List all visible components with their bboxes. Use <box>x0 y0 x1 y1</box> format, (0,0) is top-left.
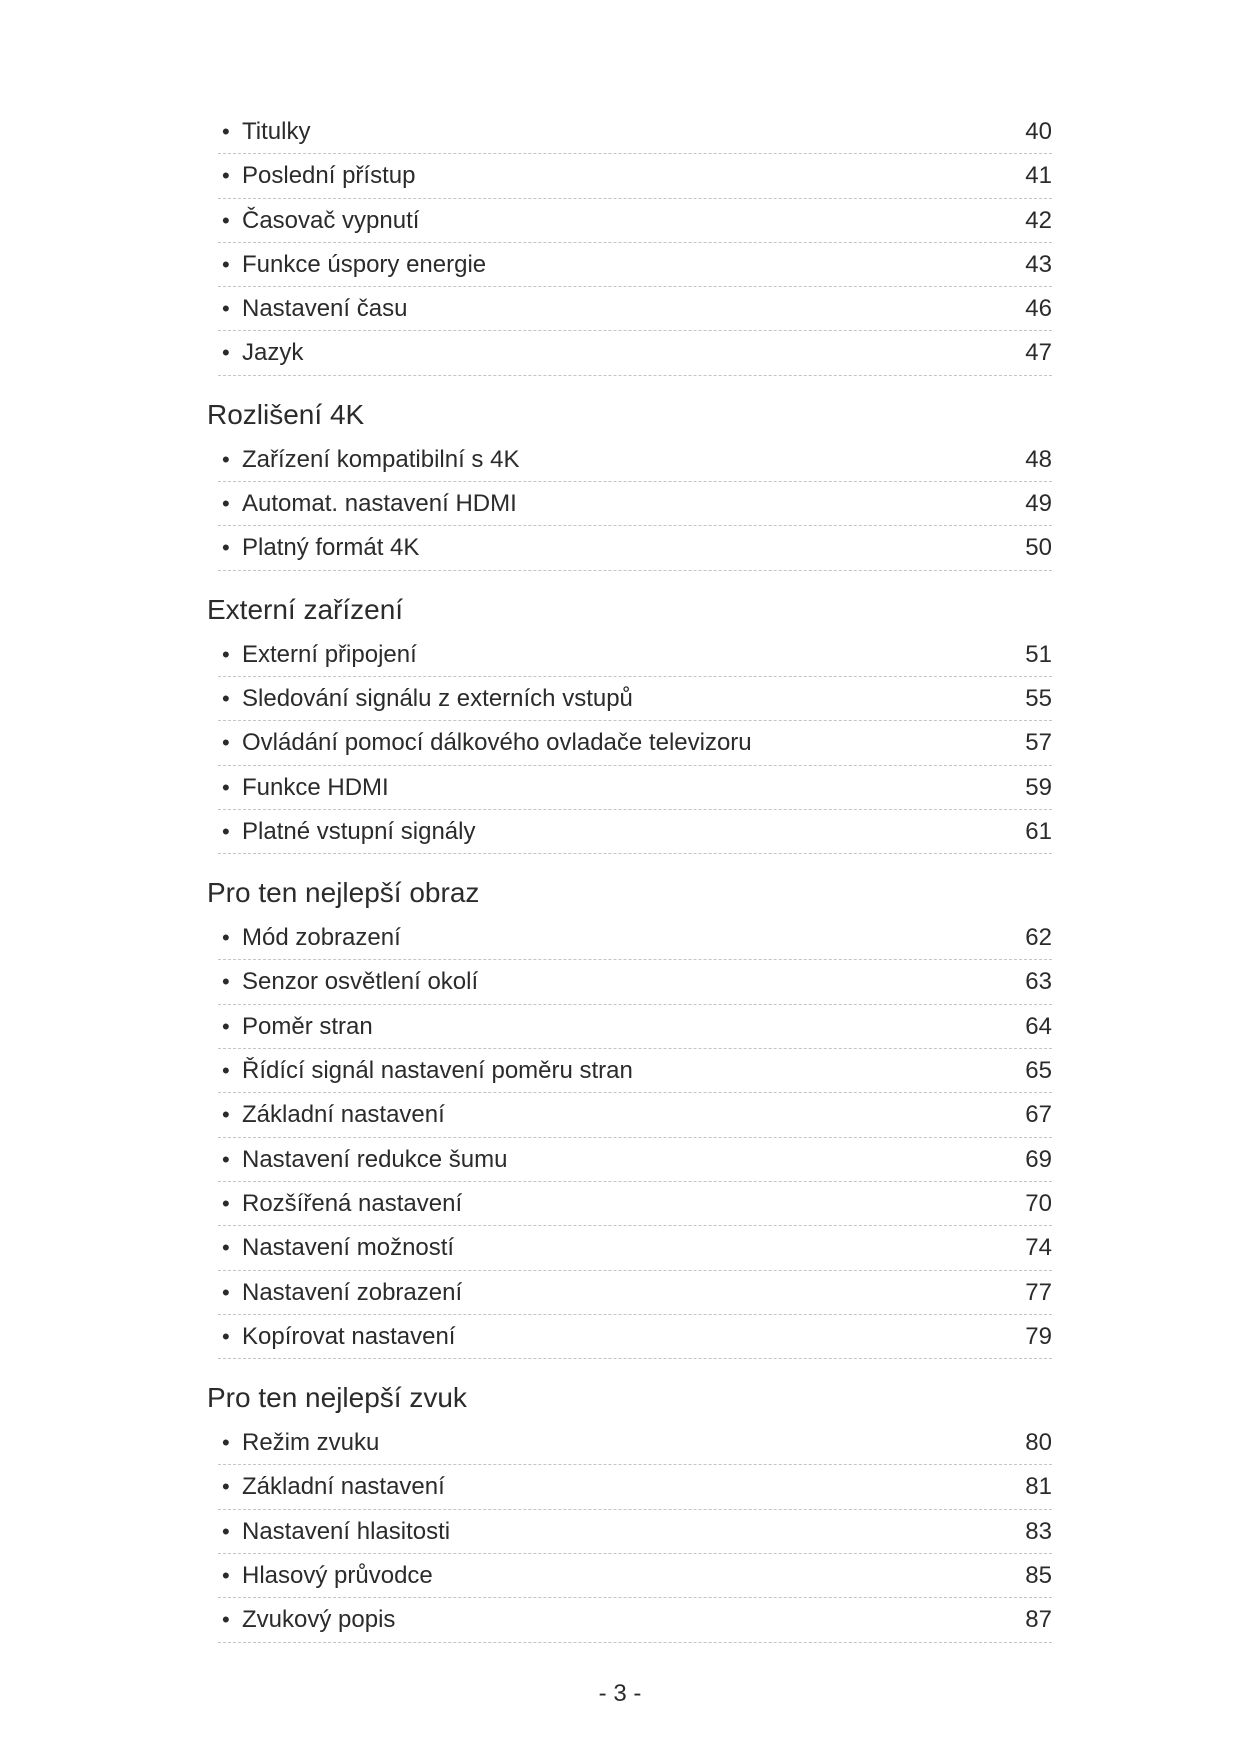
bullet-icon: • <box>222 730 230 756</box>
toc-entry-page: 69 <box>1025 1145 1052 1173</box>
toc-entry-label: Základní nastavení <box>242 1473 445 1501</box>
toc-entry[interactable] <box>218 331 1052 375</box>
bullet-icon: • <box>222 446 230 472</box>
toc-entry-label: Zvukový popis <box>242 1606 396 1634</box>
bullet-icon: • <box>222 1058 230 1084</box>
bullet-icon: • <box>222 491 230 517</box>
table-of-contents <box>0 110 1240 1643</box>
toc-entry-page: 61 <box>1025 817 1052 845</box>
toc-entry-label: Nastavení času <box>242 295 408 323</box>
page-number: - 3 - <box>598 1680 642 1707</box>
toc-entry[interactable] <box>218 1093 1052 1137</box>
toc-entry[interactable] <box>218 633 1052 677</box>
section-heading[interactable]: Externí zařízení <box>207 593 404 625</box>
toc-entry-label: Platný formát 4K <box>242 534 420 562</box>
toc-entry[interactable] <box>218 810 1052 854</box>
toc-entry-page: 43 <box>1025 250 1052 278</box>
bullet-icon: • <box>222 251 230 277</box>
toc-entry-label: Funkce HDMI <box>242 773 389 801</box>
toc-entry[interactable] <box>218 1554 1052 1598</box>
bullet-icon: • <box>222 641 230 667</box>
section-heading[interactable]: Pro ten nejlepší obraz <box>207 877 480 909</box>
toc-entry-label: Nastavení hlasitosti <box>242 1517 451 1545</box>
toc-entry[interactable] <box>218 1421 1052 1465</box>
toc-entry-page: 64 <box>1025 1012 1052 1040</box>
bullet-icon: • <box>222 1235 230 1261</box>
toc-entry-label: Řídící signál nastavení poměru stran <box>242 1057 633 1085</box>
toc-entry-label: Časovač vypnutí <box>242 206 420 234</box>
bullet-icon: • <box>222 1102 230 1128</box>
toc-entry-page: 50 <box>1025 534 1052 562</box>
toc-entry-page: 41 <box>1025 162 1052 190</box>
toc-entry-label: Rozšířená nastavení <box>242 1189 463 1217</box>
toc-entry[interactable] <box>218 1226 1052 1270</box>
toc-entry-page: 65 <box>1025 1057 1052 1085</box>
bullet-icon: • <box>222 1607 230 1633</box>
toc-entry-page: 40 <box>1025 118 1052 145</box>
toc-entry[interactable] <box>218 526 1052 570</box>
section-heading[interactable]: Rozlišení 4K <box>207 398 365 430</box>
bullet-icon: • <box>222 685 230 711</box>
toc-entry-page: 62 <box>1025 924 1052 952</box>
toc-entry-label: Poslední přístup <box>242 162 416 190</box>
bullet-icon: • <box>222 1323 230 1349</box>
toc-entry-page: 79 <box>1025 1322 1052 1350</box>
toc-entry[interactable] <box>218 677 1052 721</box>
toc-section <box>0 386 1240 571</box>
toc-entry[interactable] <box>218 1510 1052 1554</box>
toc-entry-page: 80 <box>1025 1429 1052 1457</box>
bullet-icon: • <box>222 207 230 233</box>
toc-entry-label: Sledování signálu z externích vstupů <box>242 684 633 712</box>
toc-entry-label: Senzor osvětlení okolí <box>242 968 479 996</box>
toc-entry-page: 46 <box>1025 295 1052 323</box>
toc-entry-page: 42 <box>1025 206 1052 234</box>
toc-entry-page: 63 <box>1025 968 1052 996</box>
toc-entry[interactable] <box>218 154 1052 198</box>
bullet-icon: • <box>222 1013 230 1039</box>
toc-entry-label: Nastavení redukce šumu <box>242 1145 508 1173</box>
toc-entry[interactable] <box>218 1005 1052 1049</box>
toc-entry-page: 59 <box>1025 773 1052 801</box>
toc-entry[interactable] <box>218 1271 1052 1315</box>
bullet-icon: • <box>222 1190 230 1216</box>
toc-entry[interactable] <box>218 199 1052 243</box>
bullet-icon: • <box>222 1474 230 1500</box>
bullet-icon: • <box>222 969 230 995</box>
toc-entry-page: 57 <box>1025 729 1052 757</box>
toc-entry-page: 81 <box>1025 1473 1052 1501</box>
bullet-icon: • <box>222 925 230 951</box>
toc-entry-label: Ovládání pomocí dálkového ovladače televizoru <box>242 729 752 757</box>
toc-entry-page: 70 <box>1025 1189 1052 1217</box>
toc-entry[interactable] <box>218 243 1052 287</box>
toc-entry-page: 85 <box>1025 1562 1052 1590</box>
toc-entry-label: Jazyk <box>242 339 304 367</box>
toc-entry[interactable] <box>218 1598 1052 1642</box>
toc-entry-label: Titulky <box>242 118 311 145</box>
bullet-icon: • <box>222 1279 230 1305</box>
toc-entry-page: 51 <box>1025 640 1052 668</box>
bullet-icon: • <box>222 296 230 322</box>
toc-entry[interactable] <box>218 1049 1052 1093</box>
toc-entry-label: Kopírovat nastavení <box>242 1322 456 1350</box>
toc-section <box>0 581 1240 854</box>
toc-entry[interactable] <box>218 916 1052 960</box>
toc-section <box>0 864 1240 1359</box>
bullet-icon: • <box>222 1146 230 1172</box>
toc-entry-page: 87 <box>1025 1606 1052 1634</box>
toc-entry-label: Nastavení možností <box>242 1234 455 1262</box>
toc-entry[interactable] <box>218 438 1052 482</box>
toc-entry-label: Hlasový průvodce <box>242 1562 433 1590</box>
bullet-icon: • <box>222 1518 230 1544</box>
toc-section <box>0 1369 1240 1642</box>
toc-entry-label: Zařízení kompatibilní s 4K <box>242 445 520 473</box>
toc-entry[interactable] <box>218 1315 1052 1359</box>
toc-entry-label: Externí připojení <box>242 640 417 668</box>
bullet-icon: • <box>222 119 230 144</box>
toc-entry[interactable] <box>218 287 1052 331</box>
toc-entry-label: Automat. nastavení HDMI <box>242 490 517 518</box>
toc-entry[interactable] <box>218 1182 1052 1226</box>
section-heading[interactable]: Pro ten nejlepší zvuk <box>207 1382 467 1414</box>
bullet-icon: • <box>222 340 230 366</box>
toc-entry-page: 48 <box>1025 445 1052 473</box>
toc-entry[interactable] <box>218 766 1052 810</box>
bullet-icon: • <box>222 163 230 189</box>
bullet-icon: • <box>222 1563 230 1589</box>
toc-entry[interactable] <box>218 1465 1052 1509</box>
bullet-icon: • <box>222 774 230 800</box>
toc-entry-label: Režim zvuku <box>242 1429 380 1457</box>
bullet-icon: • <box>222 535 230 561</box>
bullet-icon: • <box>222 818 230 844</box>
bullet-icon: • <box>222 1430 230 1456</box>
toc-entry-label: Mód zobrazení <box>242 924 401 952</box>
toc-entry-page: 55 <box>1025 684 1052 712</box>
toc-entry-label: Nastavení zobrazení <box>242 1278 463 1306</box>
toc-entry-label: Poměr stran <box>242 1012 373 1040</box>
toc-entry[interactable] <box>218 110 1052 154</box>
toc-entry-page: 83 <box>1025 1517 1052 1545</box>
toc-entry[interactable] <box>218 1138 1052 1182</box>
toc-entry[interactable] <box>218 721 1052 765</box>
toc-entry-label: Platné vstupní signály <box>242 817 476 845</box>
toc-section <box>0 110 1240 376</box>
toc-entry[interactable] <box>218 960 1052 1004</box>
toc-entry-page: 67 <box>1025 1101 1052 1129</box>
toc-entry-page: 74 <box>1025 1234 1052 1262</box>
toc-entry-label: Základní nastavení <box>242 1101 445 1129</box>
toc-entry-page: 49 <box>1025 490 1052 518</box>
toc-entry-label: Funkce úspory energie <box>242 250 487 278</box>
toc-entry[interactable] <box>218 482 1052 526</box>
toc-entry-page: 47 <box>1025 339 1052 367</box>
toc-entry-page: 77 <box>1025 1278 1052 1306</box>
